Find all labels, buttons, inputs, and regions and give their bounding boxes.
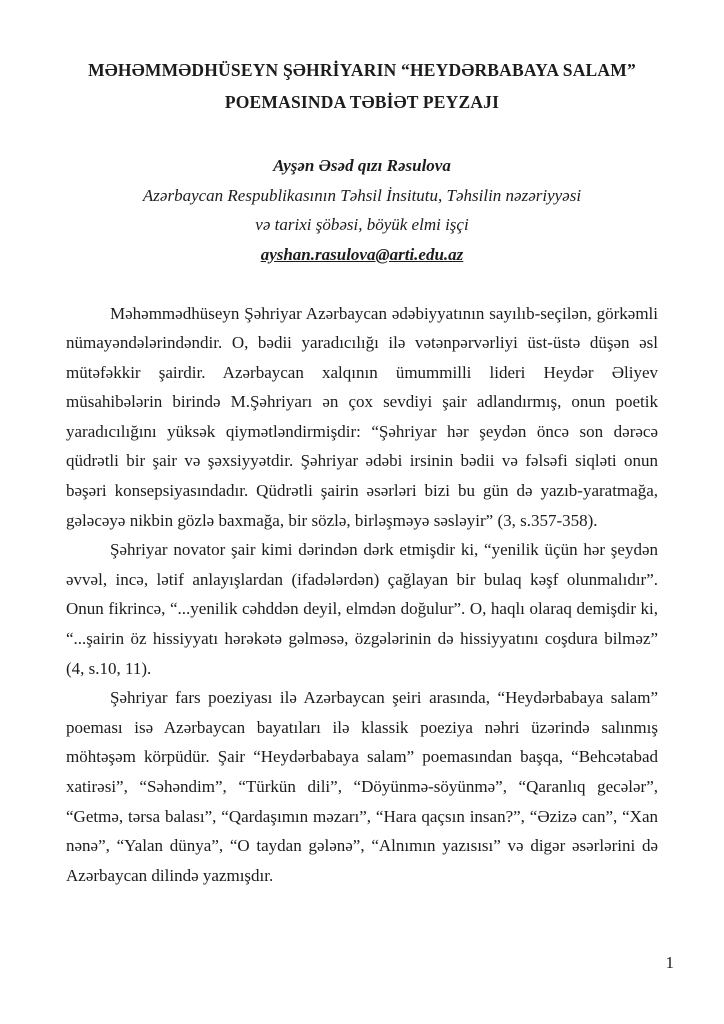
- body-paragraph: Şəhriyar novator şair kimi dərindən dərk etmişdir ki, “yenilik üçün hər şeydən əvvəl, incə, lətif anlayışlardan (ifadələrdən) çağlayan bir bulaq kəşf olunmalıdır”. Onun fikrincə, “...yenilik cəhddən deyil, elmdən doğulur”. O, haqlı olaraq demişdir ki, “...şairin öz hissiyyatı hərəkətə gəlməsə, özgələrinin də hissiyyatını coşdura bilməz” (4, s.10, 11).: [66, 540, 658, 678]
- author-block: [66, 151, 658, 269]
- author-name: Ayşən Əsəd qızı Rəsulova: [273, 156, 451, 175]
- email-line: [66, 240, 658, 270]
- paper-title-line-2: POEMASINDA TƏBİƏT PEYZAJI: [224, 92, 500, 112]
- paper-title: [66, 54, 658, 118]
- body-paragraph: Şəhriyar fars poeziyası ilə Azərbaycan şeiri arasında, “Heydərbabaya salam” poeması isə Azərbaycan bayatıları ilə klassik poeziya nəhri üzərində salınmış möhtəşəm körpüdür. Şair “Heydərbabaya salam” poemasından başqa, “Behcətabad xatirəsi”, “Səhəndim”, “Türkün dili”, “Döyünmə-söyünmə”, “Qaranlıq gecələr”, “Getmə, tərsa balası”, “Qardaşımın məzarı”, “Hara qaçsın insan?”, “Əzizə can”, “Xan nənə”, “Yalan dünya”, “O taydan gələnə”, “Alnımın yazısısı” və digər əsərlərini də Azərbaycan dilində yazmışdır.: [66, 688, 658, 885]
- affiliation-line-1: Azərbaycan Respublikasının Təhsil İnsitutu, Təhsilin nəzəriyyəsi: [142, 185, 582, 205]
- article-body: [66, 299, 658, 891]
- affiliation-line-2: və tarixi şöbəsi, böyük elmi işçi: [255, 215, 469, 234]
- body-paragraph: Məhəmmədhüseyn Şəhriyar Azərbaycan ədəbiyyatının sayılıb-seçilən, görkəmli nümayəndələrindəndir. O, bədii yaradıcılığı ilə vətənpərvərliyi üst-üstə düşən əsl mütəfəkkir şairdir. Azərbaycan xalqının ümummilli lideri Heydər Əliyev müsahibələrin birində M.Şəhriyarı ən çox sevdiyi şair adlandırmış, onun poetik yaradıcılığını yüksək qiymətləndirmişdir: “Şəhriyar hər şeydən öncə son dərəcə qüdrətli bir şair və şəxsiyyətdir. Şəhriyar ədəbi irsinin bədii və fəlsəfi siqləti onun bəşəri konsepsiyasındadır. Qüdrətli şairin əsərləri bizi bu gün də yazıb-yaratmağa, gələcəyə nikbin gözlə baxmağa, bir sözlə, birləşməyə səsləyir” (3, s.357-358).: [66, 303, 658, 530]
- page-number: 1: [665, 953, 674, 972]
- paper-title-line-1: MƏHƏMMƏDHÜSEYN ŞƏHRİYARIN “HEYDƏRBABAYA SALAM”: [88, 60, 636, 80]
- author-email-link[interactable]: ayshan.rasulova@arti.edu.az: [260, 244, 464, 264]
